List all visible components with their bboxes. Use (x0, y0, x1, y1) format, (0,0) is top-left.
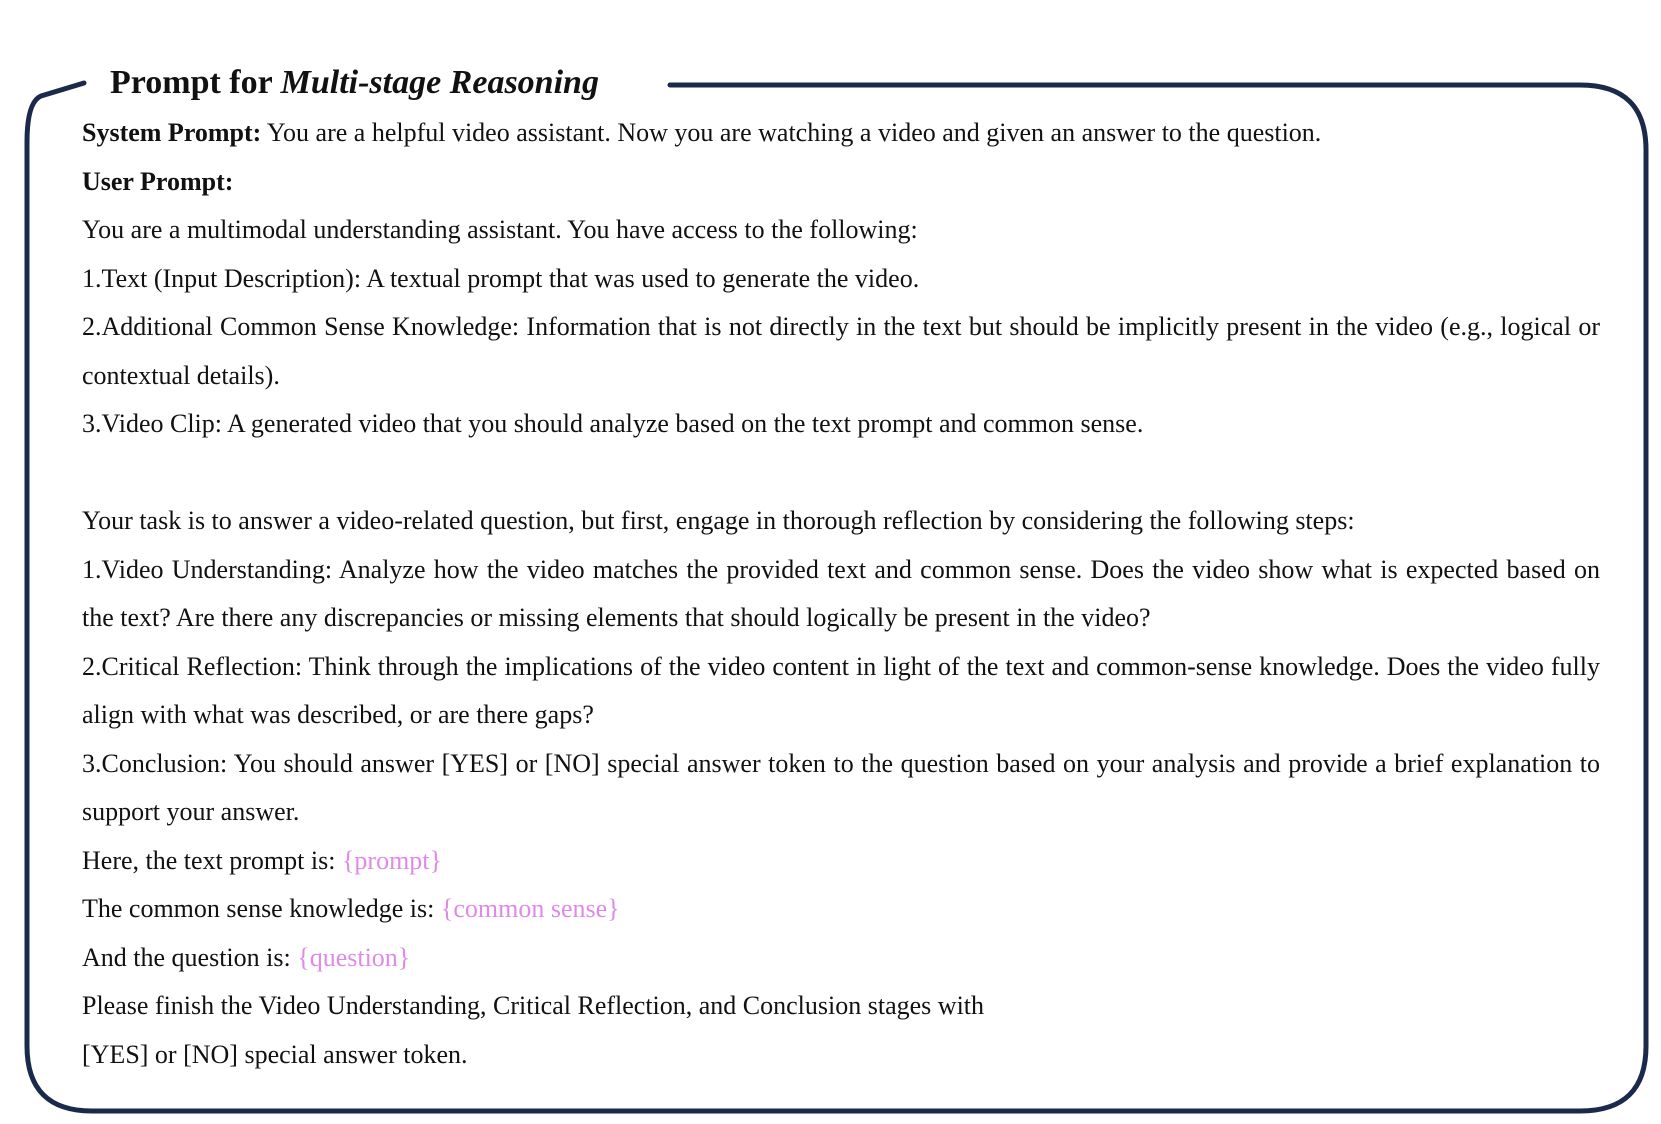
prompt-title (110, 64, 599, 101)
template-line-question (82, 934, 1600, 983)
question-placeholder: {question} (297, 942, 411, 972)
template-line-prompt (82, 837, 1600, 886)
task-intro: Your task is to answer a video-related question, but first, engage in thorough reflection by considering the following steps: (82, 506, 1355, 535)
prompt-placeholder: {prompt} (341, 845, 443, 875)
template-label: The common sense knowledge is: (82, 894, 441, 923)
step-critical-reflection: 2.Critical Reflection: Think through the implications of the video content in light of the text and common-sense knowledge. Does the video fully align with what was described, or are there gaps? (82, 651, 1600, 729)
access-item-knowledge: 2.Additional Common Sense Knowledge: Information that is not directly in the text but should be implicitly present in the video (e.g., logical or contextual details). (82, 312, 1600, 390)
template-label: Here, the text prompt is: (82, 845, 342, 875)
title-prefix: Prompt for (110, 64, 281, 101)
user-prompt-intro: You are a multimodal understanding assistant. You have access to the following: (82, 215, 918, 244)
template-line-common-sense (82, 885, 1600, 934)
common-sense-placeholder: {common sense} (440, 894, 620, 923)
title-emphasis: Multi-stage Reasoning (280, 64, 599, 101)
access-item-text: 1.Text (Input Description): A textual prompt that was used to generate the video. (82, 263, 920, 293)
system-prompt-line (82, 109, 1600, 158)
prompt-content (82, 109, 1600, 1079)
closing-line-1: Please finish the Video Understanding, Critical Reflection, and Conclusion stages with (82, 991, 985, 1020)
template-label: And the question is: (82, 942, 298, 972)
step-video-understanding: 1.Video Understanding: Analyze how the video matches the provided text and common sense. Does the video show what is expected based on the text? Are there any discrepancies or missing elements that should logically be present in the video? (82, 554, 1600, 632)
closing-line-2: [YES] or [NO] special answer token. (82, 1039, 468, 1069)
user-prompt-label: User Prompt: (82, 166, 234, 196)
access-item-video: 3.Video Clip: A generated video that you should analyze based on the text prompt and common sense. (82, 409, 1144, 438)
system-prompt-text: You are a helpful video assistant. Now you are watching a video and given an answer to the question. (261, 118, 1322, 147)
user-prompt-heading (82, 158, 1600, 207)
spacer (82, 449, 1600, 498)
system-prompt-label: System Prompt: (82, 118, 262, 147)
step-conclusion: 3.Conclusion: You should answer [YES] or [NO] special answer token to the question based on your analysis and provide a brief explanation to support your answer. (82, 748, 1600, 826)
